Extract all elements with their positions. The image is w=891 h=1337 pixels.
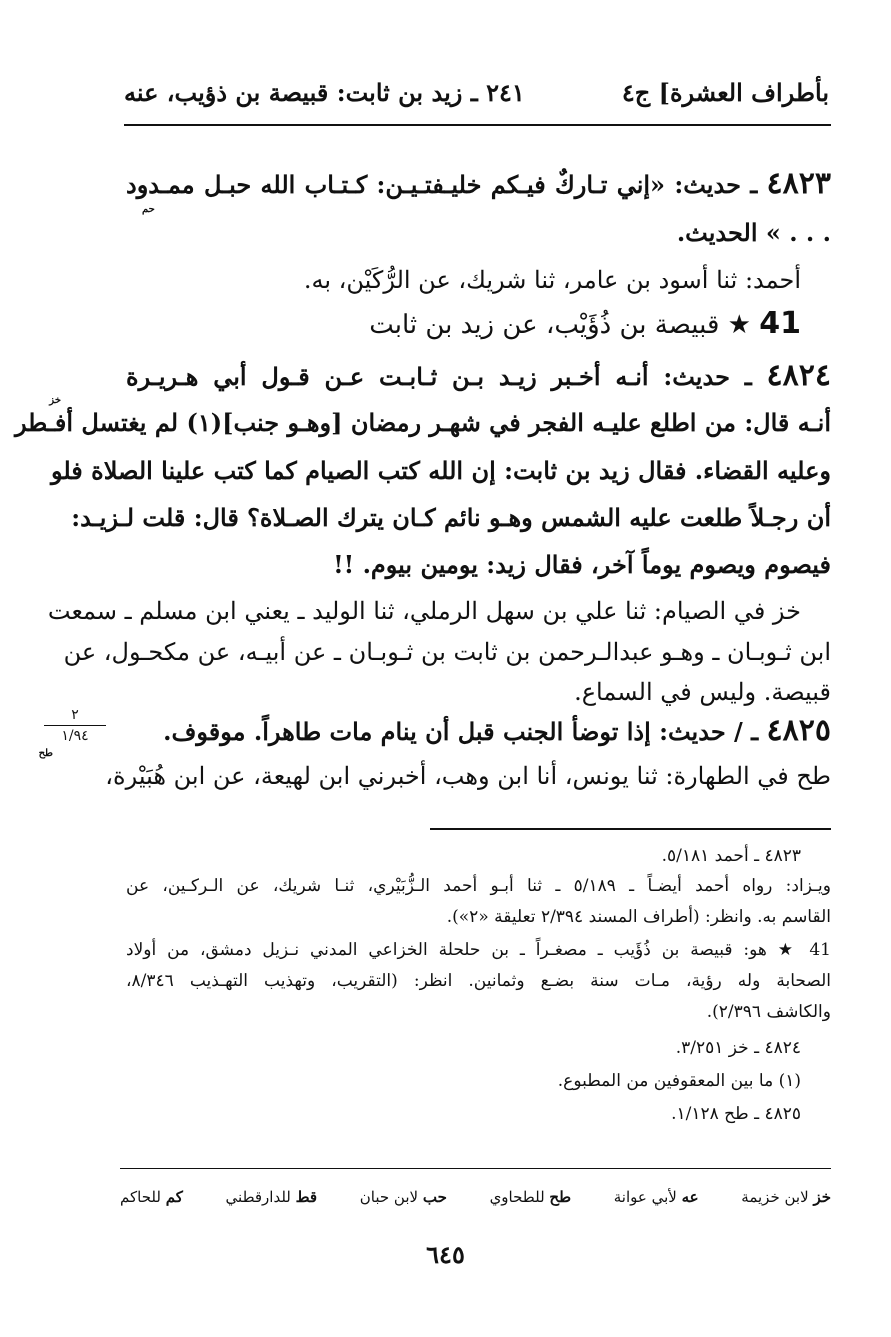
hadith-4824-line1: ٤٨٢٤ ـ حديث: أنـه أخـبر زيـد بـن ثـابـت عـن قـول أبي هـريـرة — [126, 358, 831, 393]
hadith-number: ٤٨٢٤ — [766, 358, 831, 393]
footnote-41-b: الصحابة وله رؤية، مـات سنة بضـع وثمانين. انظر: (التقريب، وتهذيب التهـذيب ٨/٣٤٦، — [126, 971, 831, 991]
footnote-4823: ٤٨٢٣ ـ أحمد ٥/١٨١. — [661, 846, 801, 866]
khz-isnad-line2: ابن ثـوبـان ـ وهـو عبدالـرحمن بن ثابت بن ثـوبـان ـ عن أبيـه، عن مكحـول، عن — [63, 638, 831, 666]
header-rule — [124, 124, 831, 126]
footnote-4824: ٤٨٢٤ ـ خز ٣/٢٥١. — [675, 1038, 801, 1058]
footnote-additional-a: ويـزاد: رواه أحمد أيضـاً ـ ٥/١٨٩ ـ ثنا أبـو أحمد الـزُّبَيْري، ثنـا شريك، عن الـركـين، عن — [126, 876, 832, 896]
hadith-number: ٤٨٢٣ — [766, 166, 831, 201]
source-mark: طح — [38, 748, 53, 759]
hadith-4824-line2: أنـه قال: من اطلع عليـه الفجر في شهـر رمضان [وهـو جنب](١) لم يغتسل أفـطر — [14, 408, 831, 437]
hadith-4824-line3: وعليه القضاء. فقال زيد بن ثابت: إن الله كتب الصيام كما كتب علينا الصلاة فلو — [50, 456, 831, 485]
hadith-number: ٤٨٢٥ — [766, 713, 831, 748]
abbreviation-item: خز لابن خزيمة — [741, 1188, 831, 1206]
abbreviations-rule — [120, 1168, 831, 1169]
running-header-left: ٢٤١ ـ زيد بن ثابت: قبيصة بن ذؤيب، عنه — [124, 78, 525, 107]
abbreviation-item: عه لأبي عوانة — [613, 1188, 699, 1206]
source-mark: خز — [49, 395, 61, 406]
hadith-4823-line2: . . . » الحديث. — [676, 218, 831, 247]
footnote-41-a: 41 ★ هو: قبيصة بن ذُؤَيب ـ مصغـراً ـ بن حلحلة الخزاعي المدني نـزيل دمشق، من أولاد — [126, 940, 831, 960]
section-title: قبيصة بن ذُؤَيْب، عن زيد بن ثابت — [369, 310, 720, 340]
khz-isnad-line1: خز في الصيام: ثنا علي بن سهل الرملي، ثنا الوليد ـ يعني ابن مسلم ـ سمعت — [47, 597, 801, 625]
abbreviation-item: حب لابن حبان — [359, 1188, 447, 1206]
hadith-4825-line: ٤٨٢٥ ـ / حديث: إذا توضأ الجنب قبل أن ينام مات طاهراً. موقوف. — [163, 713, 831, 748]
section-number: 41 — [759, 306, 801, 341]
page-number: ٦٤٥ — [426, 1240, 465, 1269]
abbreviation-item: طح للطحاوي — [489, 1188, 572, 1206]
hadith-4824-line4: أن رجـلاً طلعت عليه الشمس وهـو نائم كـان يترك الصـلاة؟ قال: قلت لـزيـد: — [71, 503, 831, 532]
hadith-4823-line1: ٤٨٢٣ ـ حديث: «إني تـاركٌ فيـكم خليـفتـيـن: كـتـاب الله حبـل ممـدود — [126, 166, 831, 201]
abbreviations-legend — [120, 1188, 831, 1206]
abbreviation-item: كم للحاكم — [120, 1188, 183, 1206]
footnote-4825: ٤٨٢٥ ـ طح ١/١٢٨. — [671, 1104, 801, 1124]
footnote-41-c: والكاشف ٢/٣٩٦). — [706, 1002, 831, 1022]
tahawi-isnad: طح في الطهارة: ثنا يونس، أنا ابن وهب، أخبرني ابن لهيعة، عن ابن هُبَيْرة، — [105, 762, 831, 790]
section-41-heading — [126, 306, 801, 341]
footnote-additional-b: القاسم به. وانظر: (أطراف المسند ٢/٣٩٤ تعليقة «٢»). — [446, 907, 831, 927]
abbreviation-item: قط للدارقطني — [225, 1188, 318, 1206]
margin-volume-note: ٢ ١/٩٤ — [44, 707, 106, 744]
footnote-1: (١) ما بين المعقوفين من المطبوع. — [557, 1071, 801, 1091]
source-mark: حم — [142, 204, 155, 215]
running-header-right: بأطراف العشرة] ج٤ — [621, 78, 829, 107]
footnote-rule — [430, 828, 831, 830]
ahmad-isnad: أحمد: ثنا أسود بن عامر، ثنا شريك، عن الرُّكَيْن، به. — [303, 266, 801, 294]
khz-isnad-line3: قبيصة. وليس في السماع. — [574, 678, 831, 706]
hadith-4824-line5: فيصوم ويصوم يوماً آخر، فقال زيد: يومين بيوم. !! — [333, 550, 831, 579]
star-icon: ★ — [727, 310, 751, 340]
